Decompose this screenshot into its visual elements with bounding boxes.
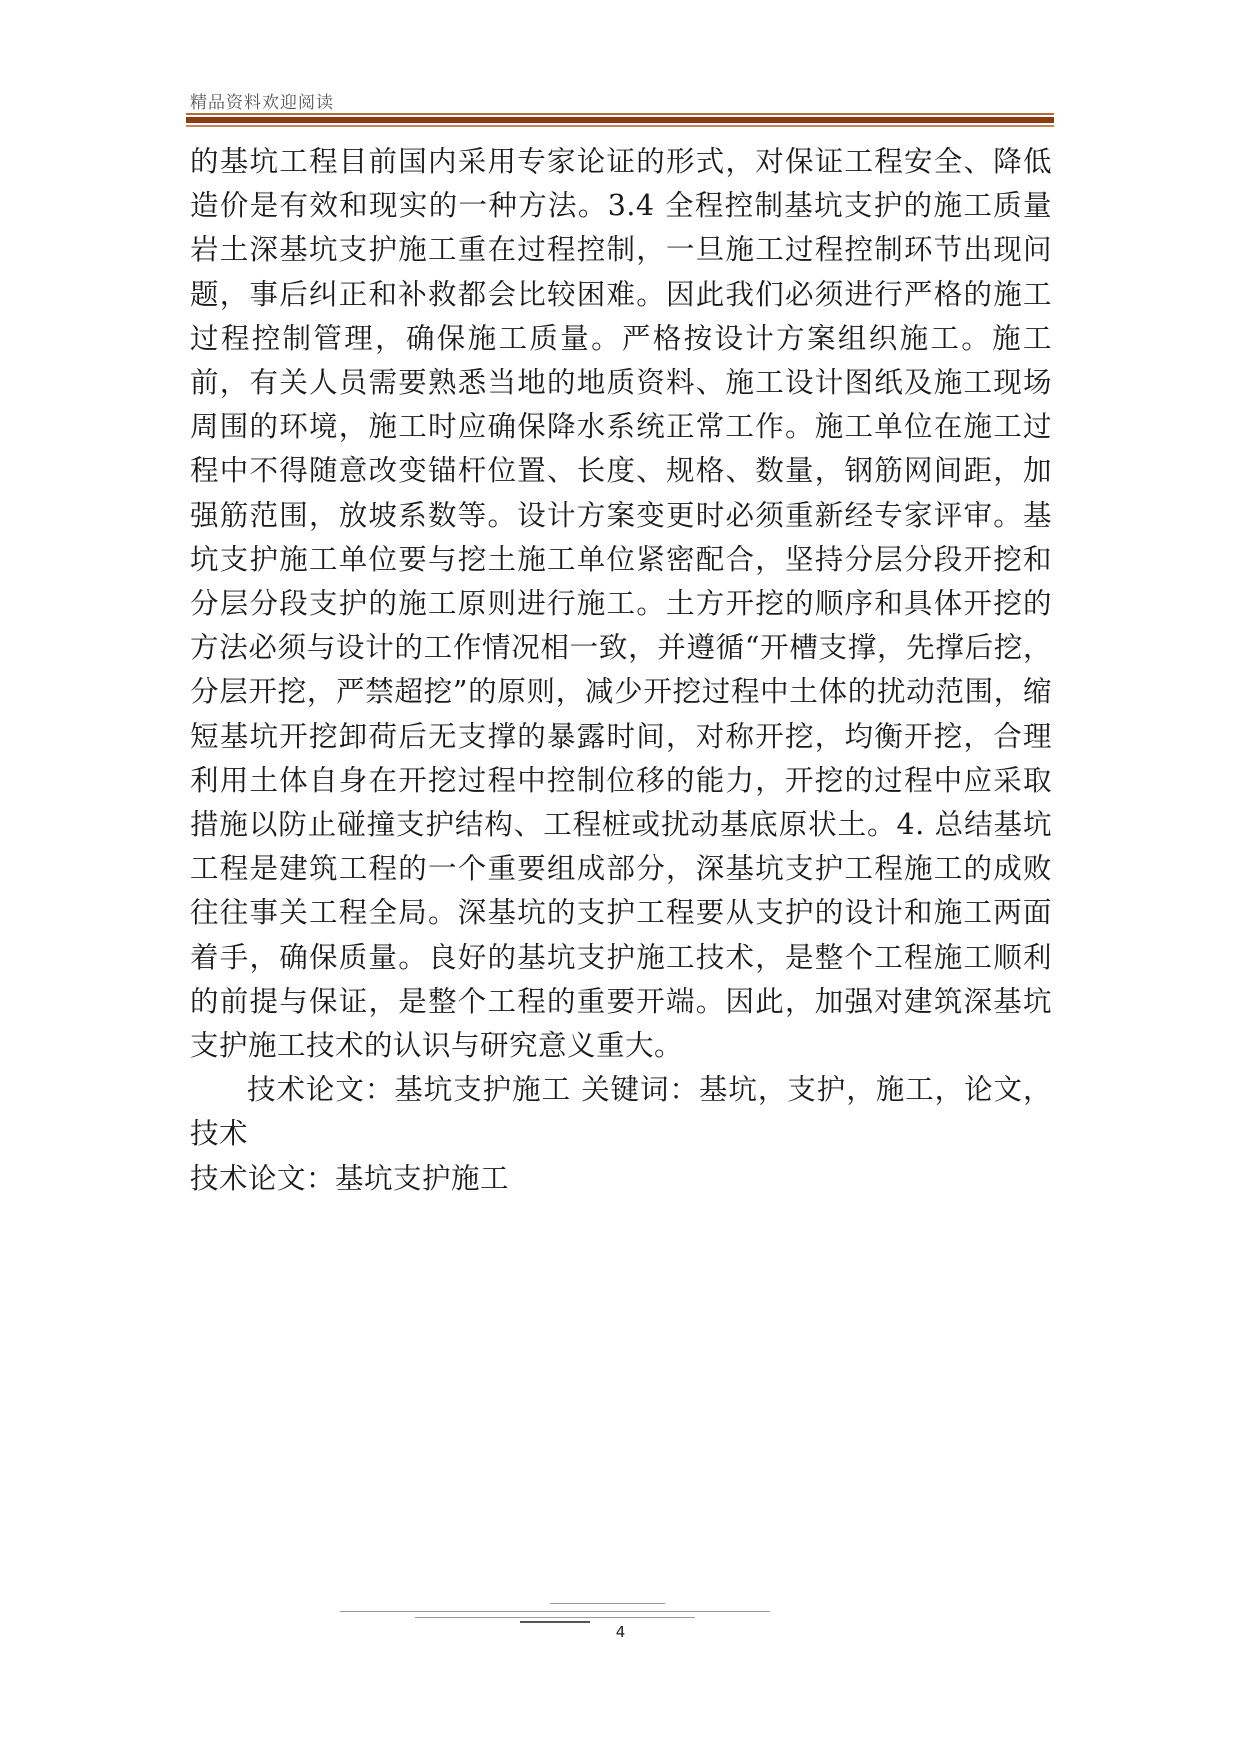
footer-line-middle <box>340 1611 770 1612</box>
header-rule-under <box>186 125 1054 127</box>
closing-line: 技术论文：基坑支护施工 <box>190 1161 510 1195</box>
keywords-paragraph: 技术论文：基坑支护施工 关键词：基坑，支护，施工，论文，技术 <box>190 1073 1052 1151</box>
header-rule-thick <box>186 117 1054 123</box>
footer-line-lower <box>415 1617 695 1618</box>
header-rule-thin <box>186 113 1054 115</box>
document-body <box>190 140 1052 1201</box>
footer-line-top <box>550 1603 665 1604</box>
main-paragraph: 的基坑工程目前国内采用专家论证的形式，对保证工程安全、降低造价是有效和现实的一种方法。3.4 全程控制基坑支护的施工质量岩土深基坑支护施工重在过程控制，一旦施工过程控制环节出现问题，事后纠正和补救都会比较困难。因此我们必须进行严格的施工过程控制管理，确保施工质量。严格按设计方案组织施工。施工前，有关人员需要熟悉当地的地质资料、施工设计图纸及施工现场周围的环境，施工时应确保降水系统正常工作。施工单位在施工过程中不得随意改变锚杆位置、长度、规格、数量，钢筋网间距，加强筋范围，放坡系数等。设计方案变更时必须重新经专家评审。基坑支护施工单位要与挖土施工单位紧密配合，坚持分层分段开挖和分层分段支护的施工原则进行施工。土方开挖的顺序和具体开挖的方法必须与设计的工作情况相一致，并遵循“开槽支撑，先撑后挖，分层开挖，严禁超挖”的原则，减少开挖过程中土体的扰动范围，缩短基坑开挖卸荷后无支撑的暴露时间，对称开挖，均衡开挖，合理利用土体自身在开挖过程中控制位移的能力，开挖的过程中应采取措施以防止碰撞支护结构、工程桩或扰动基底原状土。4. 总结基坑工程是建筑工程的一个重要组成部分，深基坑支护工程施工的成败往往事关工程全局。深基坑的支护工程要从支护的设计和施工两面着手，确保质量。良好的基坑支护施工技术，是整个工程施工顺利的前提与保证，是整个工程的重要开端。因此，加强对建筑深基坑支护施工技术的认识与研究意义重大。 <box>190 145 1052 1063</box>
page-header-text: 精品资料欢迎阅读 <box>190 93 334 113</box>
footer-divider <box>0 1603 1241 1623</box>
page-number: 4 <box>615 1623 626 1641</box>
